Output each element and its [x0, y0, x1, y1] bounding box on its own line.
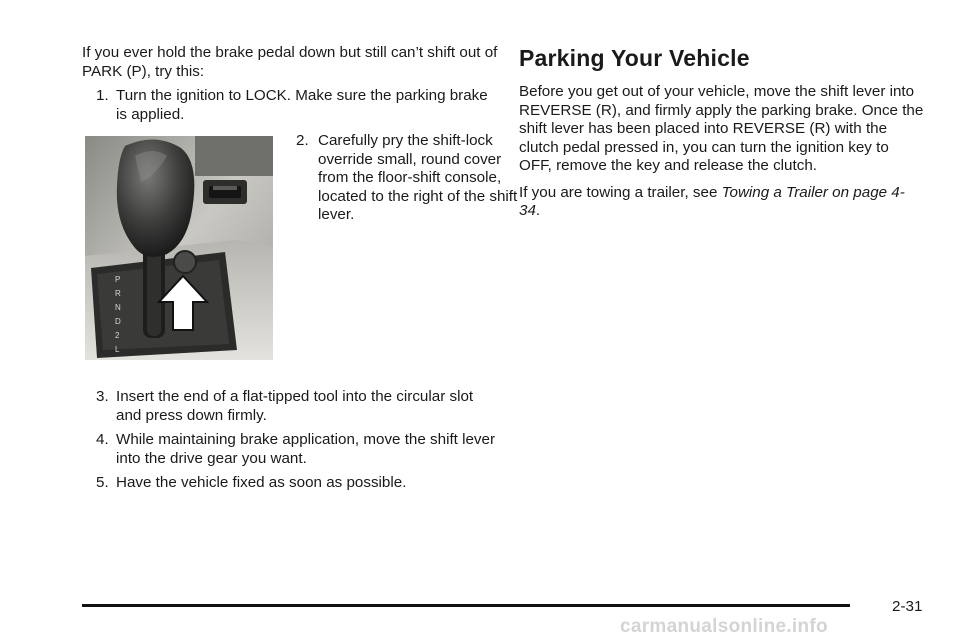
step-1 [82, 87, 502, 124]
towing-suffix: . [535, 202, 541, 219]
gear-label-2: 2 [115, 331, 120, 340]
step-number: 5. [96, 474, 109, 491]
step-text: Carefully pry the shift-lock override small, round cover from the floor-shift console, located to the right of the shift lever. [318, 132, 518, 223]
intro-paragraph: If you ever hold the brake pedal down but still can’t shift out of PARK (P), try this: [82, 44, 498, 80]
step-4 [82, 431, 502, 468]
shift-lever-illustration [85, 136, 273, 360]
gear-label-d: D [115, 317, 121, 326]
step-3 [82, 388, 502, 425]
towing-prefix: If you are towing a trailer, see [519, 183, 722, 201]
watermark: carmanualsonline.info [620, 616, 828, 637]
towing-paragraph [519, 184, 924, 221]
section-heading: Parking Your Vehicle [519, 45, 750, 71]
step-number: 3. [96, 388, 109, 405]
gear-label-r: R [115, 289, 121, 298]
step-number: 2. [296, 132, 309, 149]
step-2 [296, 132, 528, 225]
parking-paragraph: Before you get out of your vehicle, move the shift lever into REVERSE (R), and firmly apply the parking brake. Once the shift lever has been placed into REVERSE (R) with the clutch pedal pressed in, you can turn the ignition key to OFF, remove the key and release the clutch. [519, 83, 924, 174]
lower-steps [82, 388, 502, 499]
page-number: 2-31 [892, 598, 923, 615]
step-text: While maintaining brake application, move the shift lever into the drive gear you want. [116, 431, 496, 467]
gear-label-p: P [115, 275, 121, 284]
step-5 [82, 474, 502, 493]
towing-reference-link[interactable]: Towing a Trailer on page 4-34 [519, 183, 905, 219]
step-text: Insert the end of a flat-tipped tool into the circular slot and press down firmly. [116, 388, 474, 424]
step-text: Have the vehicle fixed as soon as possible. [116, 474, 407, 491]
left-column [82, 44, 518, 491]
step-text: Turn the ignition to LOCK. Make sure the parking brake is applied. [116, 87, 488, 123]
shift-lever-photo [85, 136, 273, 360]
right-column [519, 44, 924, 229]
gear-label-l: L [115, 345, 120, 354]
step-number: 1. [96, 87, 109, 104]
step-number: 4. [96, 431, 109, 448]
gear-label-n: N [115, 303, 121, 312]
footer-rule [82, 604, 850, 607]
